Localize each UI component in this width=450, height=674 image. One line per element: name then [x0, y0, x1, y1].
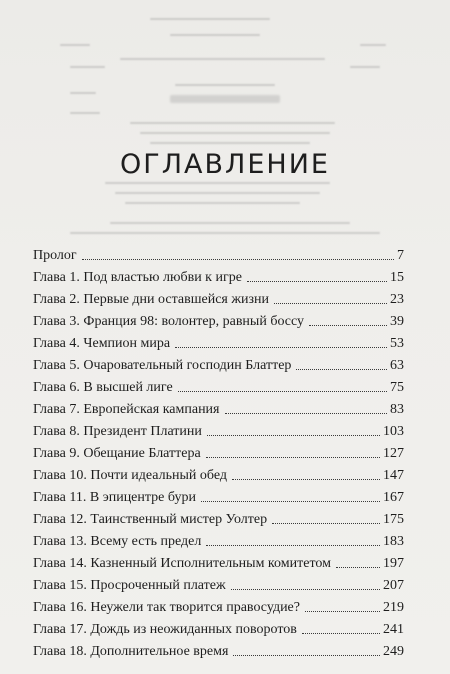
toc-entry-page: 39	[390, 314, 404, 329]
toc-entry-title: Глава 12. Таинственный мистер Уолтер	[33, 512, 268, 527]
toc-entry-page: 7	[397, 248, 404, 263]
toc-leader-dots	[336, 567, 380, 568]
toc-entry	[33, 352, 404, 374]
toc-entry-page: 63	[390, 358, 404, 373]
toc-entry-page: 249	[383, 644, 404, 659]
toc-entry	[33, 286, 404, 308]
toc-entry-page: 103	[383, 424, 404, 439]
toc-entry-title: Глава 5. Очаровательный господин Блаттер	[33, 358, 292, 373]
toc-leader-dots	[82, 259, 394, 260]
toc-entry	[33, 638, 404, 660]
toc-entry-title: Глава 14. Казненный Исполнительным комитетом	[33, 556, 331, 571]
toc-leader-dots	[206, 457, 380, 458]
toc-entry-page: 23	[390, 292, 404, 307]
toc-entry-title: Глава 4. Чемпион мира	[33, 336, 171, 351]
toc-leader-dots	[274, 303, 387, 304]
toc-leader-dots	[272, 523, 380, 524]
toc-entry-page: 207	[383, 578, 404, 593]
toc-entry-page: 241	[383, 622, 404, 637]
toc-entry-page: 167	[383, 490, 404, 505]
toc-leader-dots	[225, 413, 388, 414]
toc-entry	[33, 374, 404, 396]
toc-entry	[33, 396, 404, 418]
toc-entry	[33, 506, 404, 528]
toc-entry-page: 75	[390, 380, 404, 395]
toc-leader-dots	[201, 501, 380, 502]
toc-entry-title: Глава 17. Дождь из неожиданных поворотов	[33, 622, 297, 637]
toc-entry-page: 175	[383, 512, 404, 527]
toc-entry-page: 53	[390, 336, 404, 351]
toc-leader-dots	[232, 479, 380, 480]
toc-entry-page: 147	[383, 468, 404, 483]
toc-leader-dots	[206, 545, 380, 546]
toc-entry	[33, 528, 404, 550]
toc-entry-title: Глава 18. Дополнительное время	[33, 644, 229, 659]
toc-entry-title: Пролог	[33, 248, 77, 263]
toc-leader-dots	[247, 281, 387, 282]
toc-entry	[33, 594, 404, 616]
toc-entry-title: Глава 3. Франция 98: волонтер, равный боссу	[33, 314, 305, 329]
toc-leader-dots	[178, 391, 387, 392]
table-of-contents	[33, 242, 404, 660]
toc-entry	[33, 242, 404, 264]
toc-entry-title: Глава 8. Президент Платини	[33, 424, 202, 439]
toc-entry-title: Глава 7. Европейская кампания	[33, 402, 220, 417]
show-through-text	[0, 0, 450, 250]
toc-leader-dots	[309, 325, 387, 326]
toc-entry-page: 83	[390, 402, 404, 417]
toc-entry-title: Глава 1. Под властью любви к игре	[33, 270, 242, 285]
toc-entry	[33, 484, 404, 506]
toc-entry-title: Глава 10. Почти идеальный обед	[33, 468, 227, 483]
toc-entry	[33, 440, 404, 462]
toc-entry-title: Глава 9. Обещание Блаттера	[33, 446, 201, 461]
toc-entry	[33, 308, 404, 330]
toc-leader-dots	[231, 589, 380, 590]
toc-leader-dots	[305, 611, 380, 612]
toc-entry-page: 219	[383, 600, 404, 615]
toc-leader-dots	[233, 655, 380, 656]
toc-leader-dots	[296, 369, 387, 370]
toc-entry	[33, 264, 404, 286]
toc-entry	[33, 616, 404, 638]
toc-entry-title: Глава 11. В эпицентре бури	[33, 490, 196, 505]
toc-leader-dots	[302, 633, 380, 634]
toc-entry	[33, 330, 404, 352]
toc-entry-page: 127	[383, 446, 404, 461]
toc-leader-dots	[207, 435, 380, 436]
toc-entry-title: Глава 2. Первые дни оставшейся жизни	[33, 292, 270, 307]
toc-entry-title: Глава 16. Неужели так творится правосудие?	[33, 600, 300, 615]
toc-entry	[33, 418, 404, 440]
toc-entry-title: Глава 13. Всему есть предел	[33, 534, 202, 549]
toc-entry-title: Глава 15. Просроченный платеж	[33, 578, 226, 593]
toc-entry	[33, 550, 404, 572]
toc-entry-page: 183	[383, 534, 404, 549]
toc-leader-dots	[175, 347, 387, 348]
toc-entry	[33, 572, 404, 594]
toc-entry-title: Глава 6. В высшей лиге	[33, 380, 173, 395]
toc-entry	[33, 462, 404, 484]
page-title: ОГЛАВЛЕНИЕ	[120, 149, 330, 180]
toc-entry-page: 15	[390, 270, 404, 285]
toc-entry-page: 197	[383, 556, 404, 571]
